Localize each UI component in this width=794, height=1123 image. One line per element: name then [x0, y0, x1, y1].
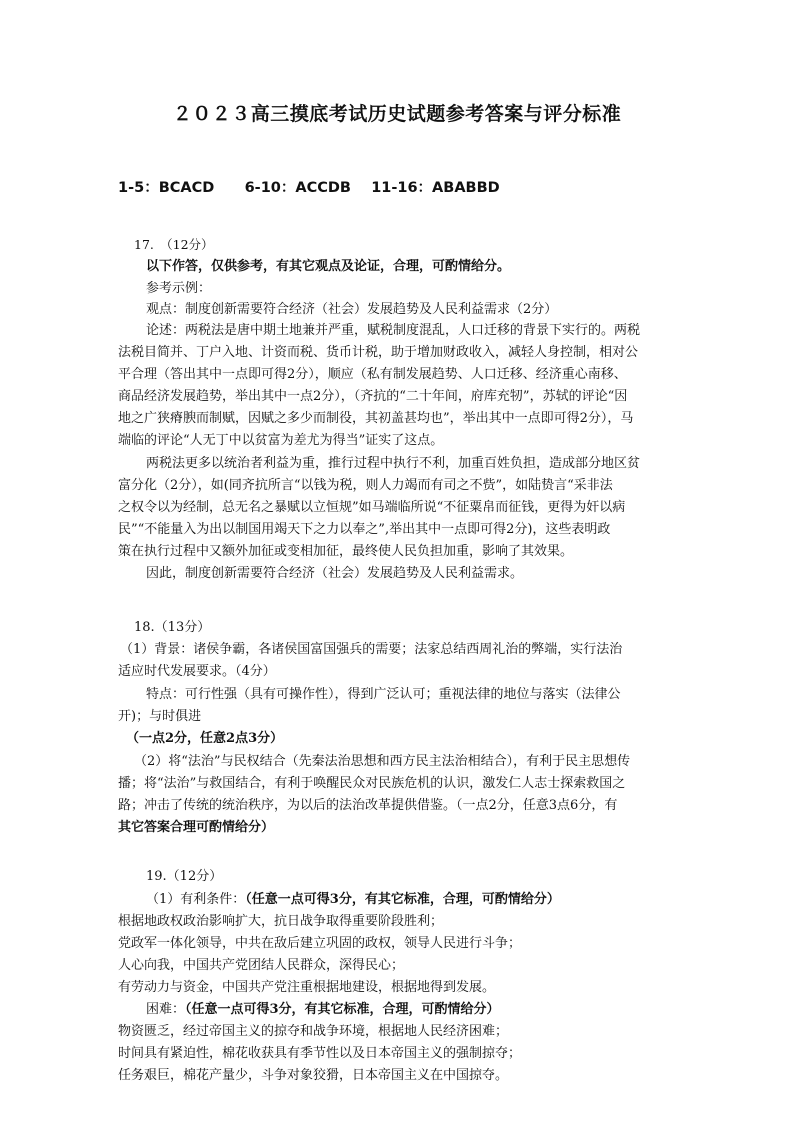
q17-argument-line: 之权令以为经制，总无名之暴赋以立恒规”如马端临所说“不征粟帛而征钱，更得为奸以病	[118, 500, 626, 515]
q19-difficulty-item: 任务艰巨，棉花产量少，斗争对象狡猾，日本帝国主义在中国掠夺。	[118, 1068, 509, 1083]
q19-difficulty-item: 物资匮乏，经过帝国主义的掠夺和战争环境，根据地人民经济困难；	[118, 1024, 509, 1039]
q17-scoring-note: 以下作答，仅供参考，有其它观点及论证，合理，可酌情给分。	[146, 259, 511, 274]
q17-argument-line: 两税法更多以统治者利益为重，推行过程中执行不利，加重百姓负担，造成部分地区贫	[146, 456, 641, 471]
q19-condition-item: 人心向我，中国共产党团结人民群众，深得民心；	[118, 958, 405, 973]
q19-difficulties-heading	[146, 1001, 500, 1019]
q19-condition-item: 党政军一体化领导，中共在敌后建立巩固的政权，领导人民进行斗争；	[118, 936, 522, 951]
answer-group-1: 1-5：BCACD	[118, 180, 215, 196]
q18-part2-line: 路；冲击了传统的统治秩序，为以后的法治改革提供借鉴。（一点2分，任意3点6分，有	[118, 798, 618, 813]
q18-part2-line: （2）将“法治”与民权结合（先秦法治思想和西方民主法治相结合），有利于民主思想传	[134, 754, 631, 769]
q18-scoring-note: （一点2分，任意2点3分）	[126, 731, 284, 746]
q17-argument-line: 端临的评论“人无丁中以贫富为差尤为得当”证实了这点。	[118, 433, 444, 448]
q18-part2-line: 其它答案合理可酌情给分）	[118, 820, 275, 835]
page-title: ２０２３高三摸底考试历史试题参考答案与评分标准	[172, 103, 622, 125]
q17-argument-line: 法税目简并、丁户入地、计资而税、货币计税，助于增加财政收入，减轻人身控制，相对公	[118, 345, 639, 360]
q17-argument-line: 策在执行过程中又额外加征或变相加征，最终使人民负担加重，影响了其效果。	[118, 544, 574, 559]
q19-conditions-label: （1）有利条件：	[146, 892, 246, 907]
q18-part1-line: 适应时代发展要求。（4分）	[118, 664, 276, 679]
q18-part2-line: 播；将“法治”与救国结合，有利于唤醒民众对民族危机的认识，激发仁人志士探索救国之	[118, 776, 626, 791]
q19-difficulties-label: 困难：	[146, 1002, 186, 1017]
q17-argument-line: 富分化（2分），如(同齐抗所言“以钱为税，则人力竭而有司之不赀”，如陆贽言“采非法	[118, 478, 613, 493]
q18-features-line: 开)；与时俱进	[118, 709, 202, 724]
q17-argument-line: 论述：两税法是唐中期土地兼并严重，赋税制度混乱，人口迁移的背景下实行的。两税	[146, 323, 641, 338]
q19-condition-item: 根据地政权政治影响扩大，抗日战争取得重要阶段胜利；	[118, 914, 444, 929]
q17-viewpoint: 观点：制度创新需要符合经济（社会）发展趋势及人民利益需求（2分）	[146, 302, 558, 317]
q19-header: 19.（12分）	[146, 869, 223, 884]
q19-conditions-note: （任意一点可得3分，有其它标准，合理，可酌情给分）	[245, 892, 560, 907]
q17-argument-line: 平合理（答出其中一点即可得2分），顺应（私有制发展趋势、人口迁移、经济重心南移、	[118, 367, 627, 382]
q18-part1-line: （1）背景：诸侯争霸，各诸侯国富国强兵的需要；法家总结西周礼治的弊端，实行法治	[120, 642, 623, 657]
q19-difficulties-note: （任意一点可得3分，有其它标准，合理，可酌情给分）	[185, 1002, 500, 1017]
q17-argument-line: 商品经济发展趋势，举出其中一点2分），（齐抗的“二十年间，府库充牣”，苏轼的评论“因	[118, 389, 628, 404]
q18-header: 18.（13分）	[134, 620, 211, 635]
answer-group-3: 11-16：ABABBD	[371, 180, 500, 196]
q19-difficulty-item: 时间具有紧迫性，棉花收获具有季节性以及日本帝国主义的强制掠夺；	[118, 1046, 522, 1061]
q17-example-label: 参考示例：	[146, 281, 212, 296]
choice-answers	[118, 176, 500, 197]
q17-header: 17. （12分）	[134, 237, 214, 252]
answer-group-2: 6-10：ACCDB	[244, 180, 351, 196]
q19-conditions-heading	[146, 891, 560, 909]
q19-condition-item: 有劳动力与资金，中国共产党注重根据地建设，根据地得到发展。	[118, 980, 496, 995]
q17-argument-line: 地之广狭瘠腴而制赋，因赋之多少而制役，其初盖甚均也”，举出其中一点即可得2分），马	[118, 411, 634, 426]
q17-conclusion: 因此，制度创新需要符合经济（社会）发展趋势及人民利益需求。	[146, 566, 524, 581]
q18-features-line: 特点：可行性强（具有可操作性），得到广泛认可；重视法律的地位与落实（法律公	[146, 687, 621, 702]
q17-argument-line: 民”“不能量入为出以制国用竭天下之力以奉之”,举出其中一点即可得2分)，这些表明政	[118, 522, 611, 537]
